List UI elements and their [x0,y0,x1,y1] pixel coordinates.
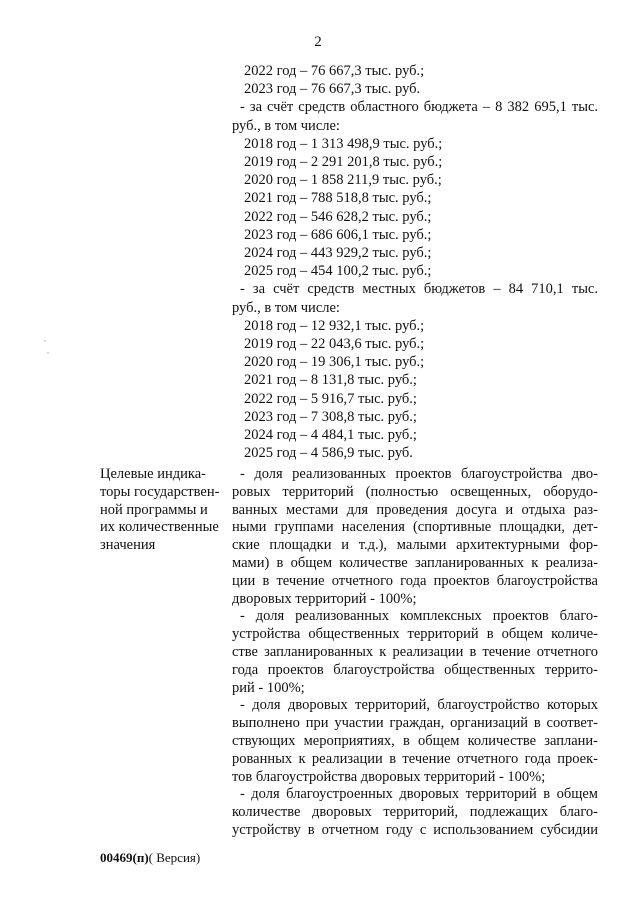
document-code: 00469(п) [100,850,149,865]
indicator-line: ствующих мероприятиях, в общем количестве заплани- [232,732,598,749]
indicator-line: - доля благоустроенных дворовых территорий в общем [240,786,598,803]
local-year-line: 2018 год – 12 932,1 тыс. руб.; [244,317,425,334]
indicator-line: ции в течение отчетного года проектов благоустройства [232,572,598,589]
label-line: Целевые индика- [100,466,206,482]
scan-speck [47,352,49,354]
indicator-line: ские площадки и т.д.), малыми архитектурными фор- [232,537,598,554]
local-budget-intro-cont: руб., в том числе: [232,299,340,316]
indicators-text [232,466,598,840]
regional-year-line: 2019 год – 2 291 201,8 тыс. руб.; [244,154,443,171]
funding-block [232,62,598,462]
regional-year-line: 2021 год – 788 518,8 тыс. руб.; [244,190,432,207]
indicator-line: ванных местами для проведения досуга и отдыха раз- [232,501,598,518]
regional-year-line: 2025 год – 454 100,2 тыс. руб.; [244,263,432,280]
regional-budget-intro: - за счёт средств областного бюджета – 8 382 695,1 тыс. [240,99,598,116]
local-year-line: 2023 год – 7 308,8 тыс. руб.; [244,408,417,425]
label-line: ной программы и [100,501,208,518]
regional-year-line: 2023 год – 686 606,1 тыс. руб.; [244,226,432,243]
indicator-line: количестве дворовых территорий, подлежащих благо- [232,804,598,821]
local-year-line: 2024 год – 4 484,1 тыс. руб.; [244,427,417,444]
indicator-line: выполнено при участии граждан, организаций в соответ- [232,715,598,732]
indicator-line: - доля реализованных проектов благоустройства дво- [240,466,598,482]
indicator-line: - доля дворовых территорий, благоустройство которых [240,697,598,714]
local-year-line: 2020 год – 19 306,1 тыс. руб.; [244,354,425,371]
indicator-line: устройства общественных территорий в общем количе- [232,626,598,643]
label-line: их количественные [100,519,219,536]
label-line: значения [100,537,156,554]
local-year-line: 2019 год – 22 043,6 тыс. руб.; [244,336,425,353]
indicator-line: ными группами населения (спортивные площадки, дет- [232,519,598,536]
local-year-line: 2025 год – 4 586,9 тыс. руб. [244,445,413,462]
local-year-line: 2021 год – 8 131,8 тыс. руб.; [244,372,417,389]
document-version: ( Версия) [148,850,201,865]
indicator-line: устройству в отчетном году с использованием субсидии [232,821,598,838]
indicator-line: ровых территорий (полностью освещенных, оборудо- [232,483,598,500]
regional-budget-intro-cont: руб., в том числе: [232,117,340,134]
indicator-line: тов благоустройства дворовых территорий - 100%; [232,768,546,785]
indicator-line: дворовых территорий - 100%; [232,590,417,607]
document-footer [100,850,200,866]
page-number: 2 [314,34,322,50]
funding-line: 2023 год – 76 667,3 тыс. руб. [244,81,421,98]
indicators-label [100,466,230,555]
local-budget-intro: - за счёт средств местных бюджетов – 84 710,1 тыс. [240,281,598,298]
regional-year-line: 2018 год – 1 313 498,9 тыс. руб.; [244,135,443,152]
local-year-line: 2022 год – 5 916,7 тыс. руб.; [244,390,417,407]
funding-line: 2022 год – 76 667,3 тыс. руб.; [244,63,425,79]
regional-year-line: 2024 год – 443 929,2 тыс. руб.; [244,245,432,262]
indicator-line: - доля реализованных комплексных проектов благо- [240,608,598,625]
regional-year-line: 2020 год – 1 858 211,9 тыс. руб.; [244,172,442,189]
label-line: торы государствен- [100,483,220,500]
indicator-line: рованных к реализации в течение отчетного года проек- [232,750,598,767]
indicator-line: года проектов благоустройства общественных террито- [232,661,598,678]
indicator-line: мами) в общем количестве запланированных к реализа- [232,554,598,571]
indicator-line: стве запланированных к реализации в течение отчетного [232,643,598,660]
scan-speck [44,340,46,342]
regional-year-line: 2022 год – 546 628,2 тыс. руб.; [244,208,432,225]
indicator-line: рий - 100%; [232,679,305,696]
